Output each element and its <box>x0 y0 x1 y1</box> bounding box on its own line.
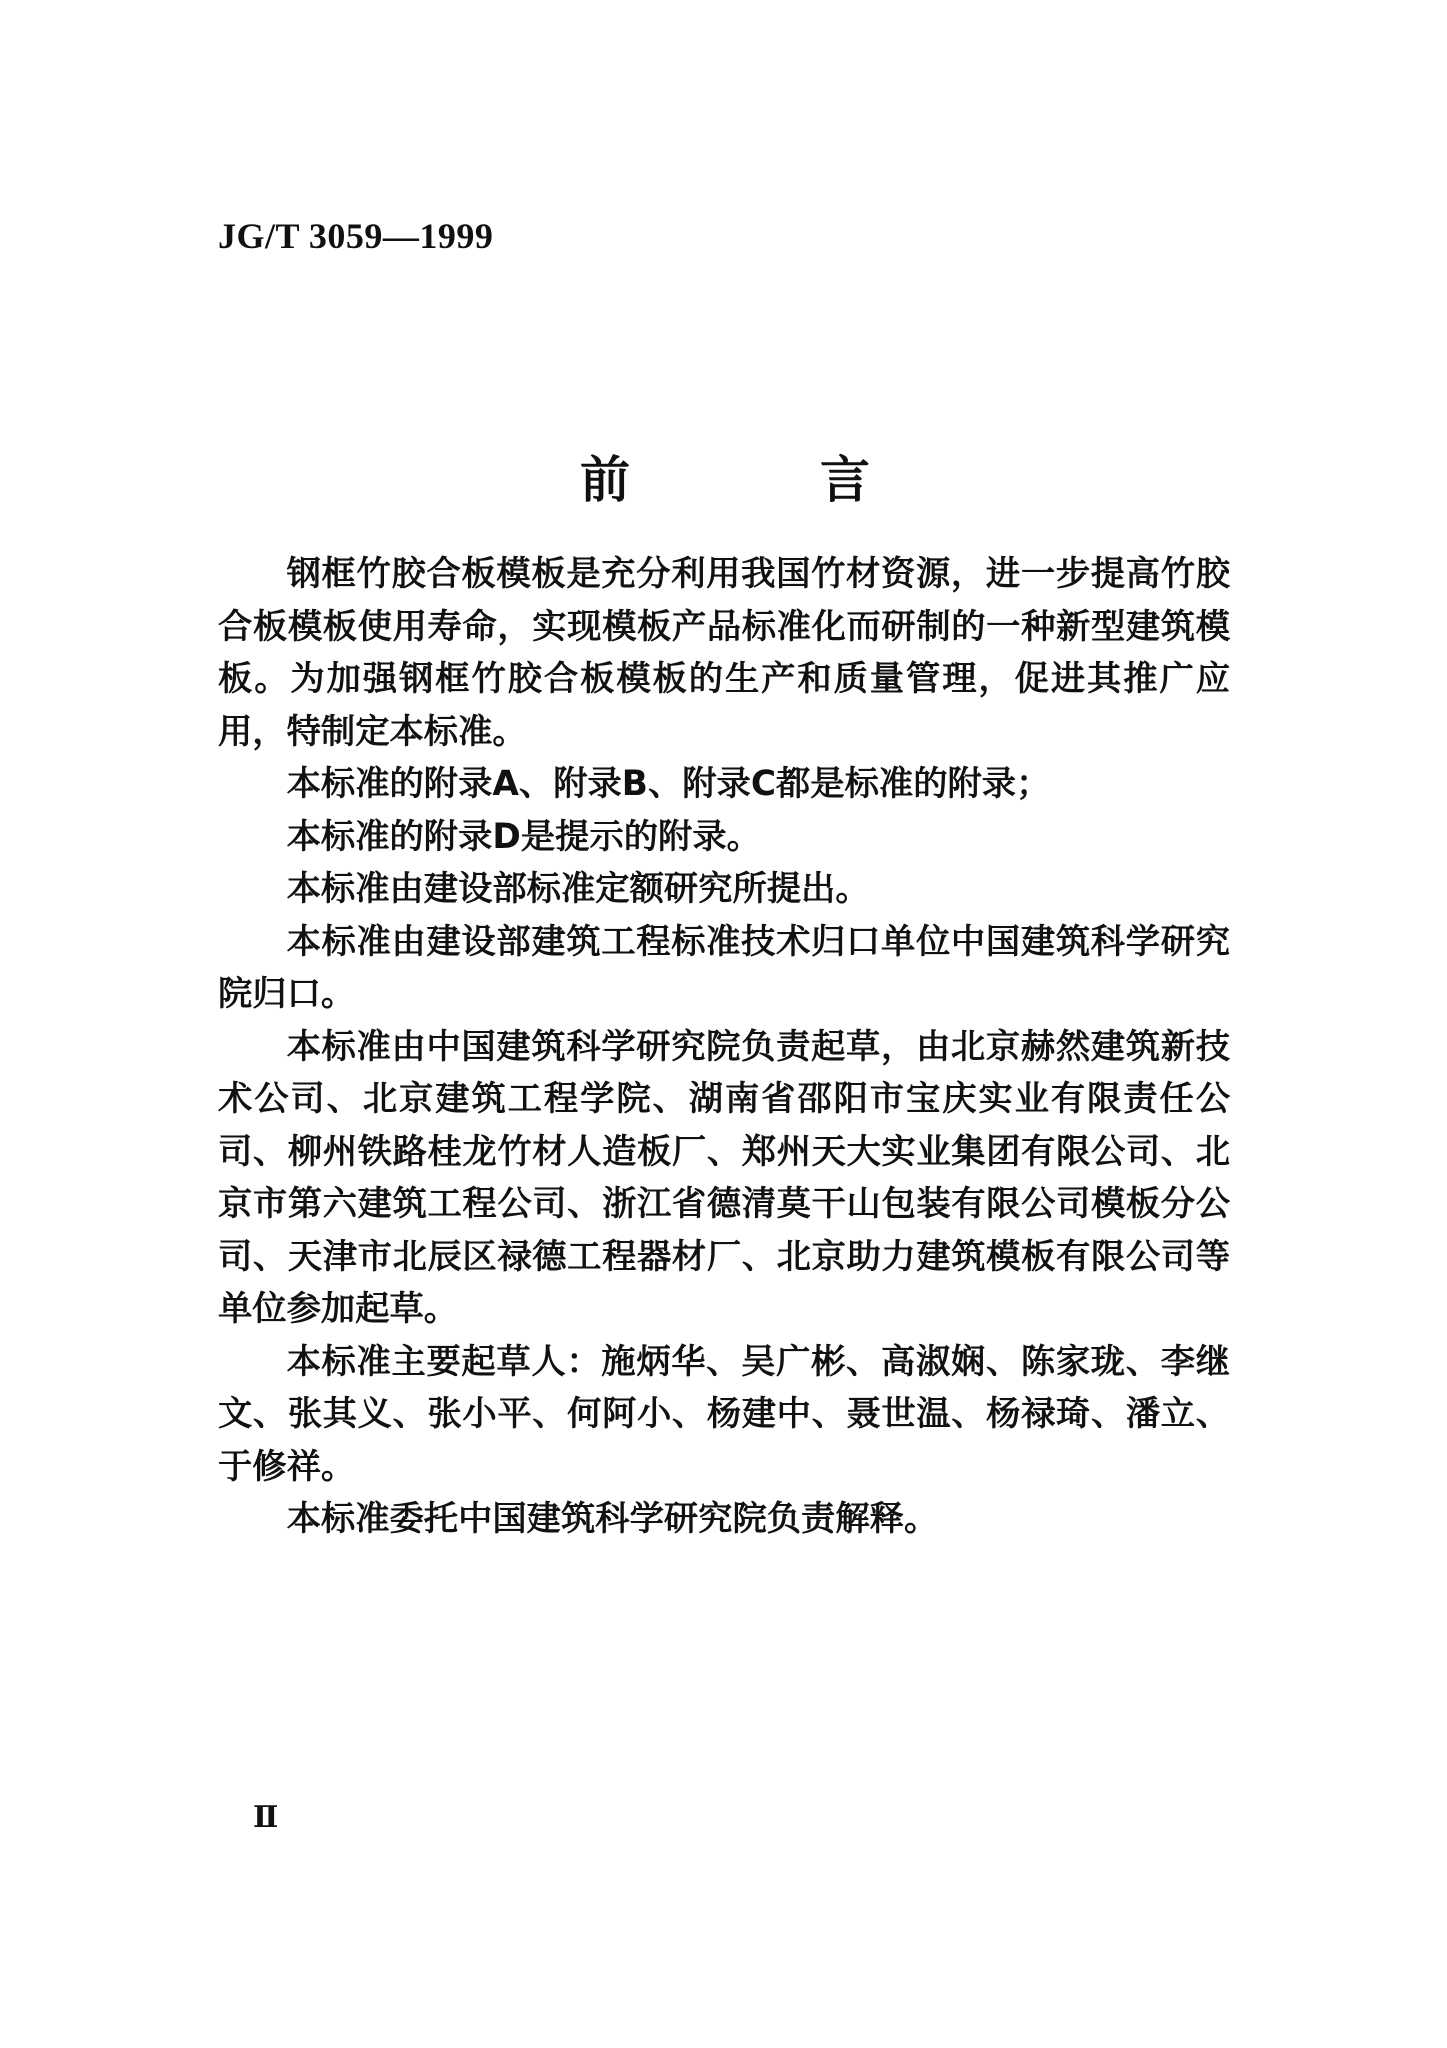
paragraph: 本标准由建设部建筑工程标准技术归口单位中国建筑科学研究院归口。 <box>218 921 1230 1014</box>
title-char-2: 言 <box>820 451 870 509</box>
page-number: Ⅱ <box>253 1801 279 1834</box>
foreword-body <box>218 548 1230 1546</box>
title-char-1: 前 <box>580 451 630 509</box>
paragraph: 本标准的附录A、附录B、附录C都是标准的附录； <box>286 764 1051 804</box>
paragraph: 钢框竹胶合板模板是充分利用我国竹材资源，进一步提高竹胶合板模板使用寿命，实现模板产品标准化而研制的一种新型建筑模板。为加强钢框竹胶合板模板的生产和质量管理，促进其推广应用，特制定本标准。 <box>218 554 1230 752</box>
paragraph: 本标准的附录D是提示的附录。 <box>286 816 761 857</box>
paragraph: 本标准委托中国建筑科学研究院负责解释。 <box>286 1499 939 1539</box>
paragraph: 本标准主要起草人：施炳华、吴广彬、高淑娴、陈家珑、李继文、张其义、张小平、何阿小、杨建中、聂世温、杨禄琦、潘立、于修祥。 <box>218 1341 1230 1487</box>
page-title <box>580 440 870 512</box>
paragraph: 本标准由建设部标准定额研究所提出。 <box>286 869 870 909</box>
paragraph: 本标准由中国建筑科学研究院负责起草，由北京赫然建筑新技术公司、北京建筑工程学院、湖南省邵阳市宝庆实业有限责任公司、柳州铁路桂龙竹材人造板厂、郑州天大实业集团有限公司、北京市第六建筑工程公司、浙江省德清莫干山包装有限公司模板分公司、天津市北辰区禄德工程器材厂、北京助力建筑模板有限公司等单位参加起草。 <box>218 1026 1230 1329</box>
document-code: JG/T 3059—1999 <box>218 216 494 256</box>
